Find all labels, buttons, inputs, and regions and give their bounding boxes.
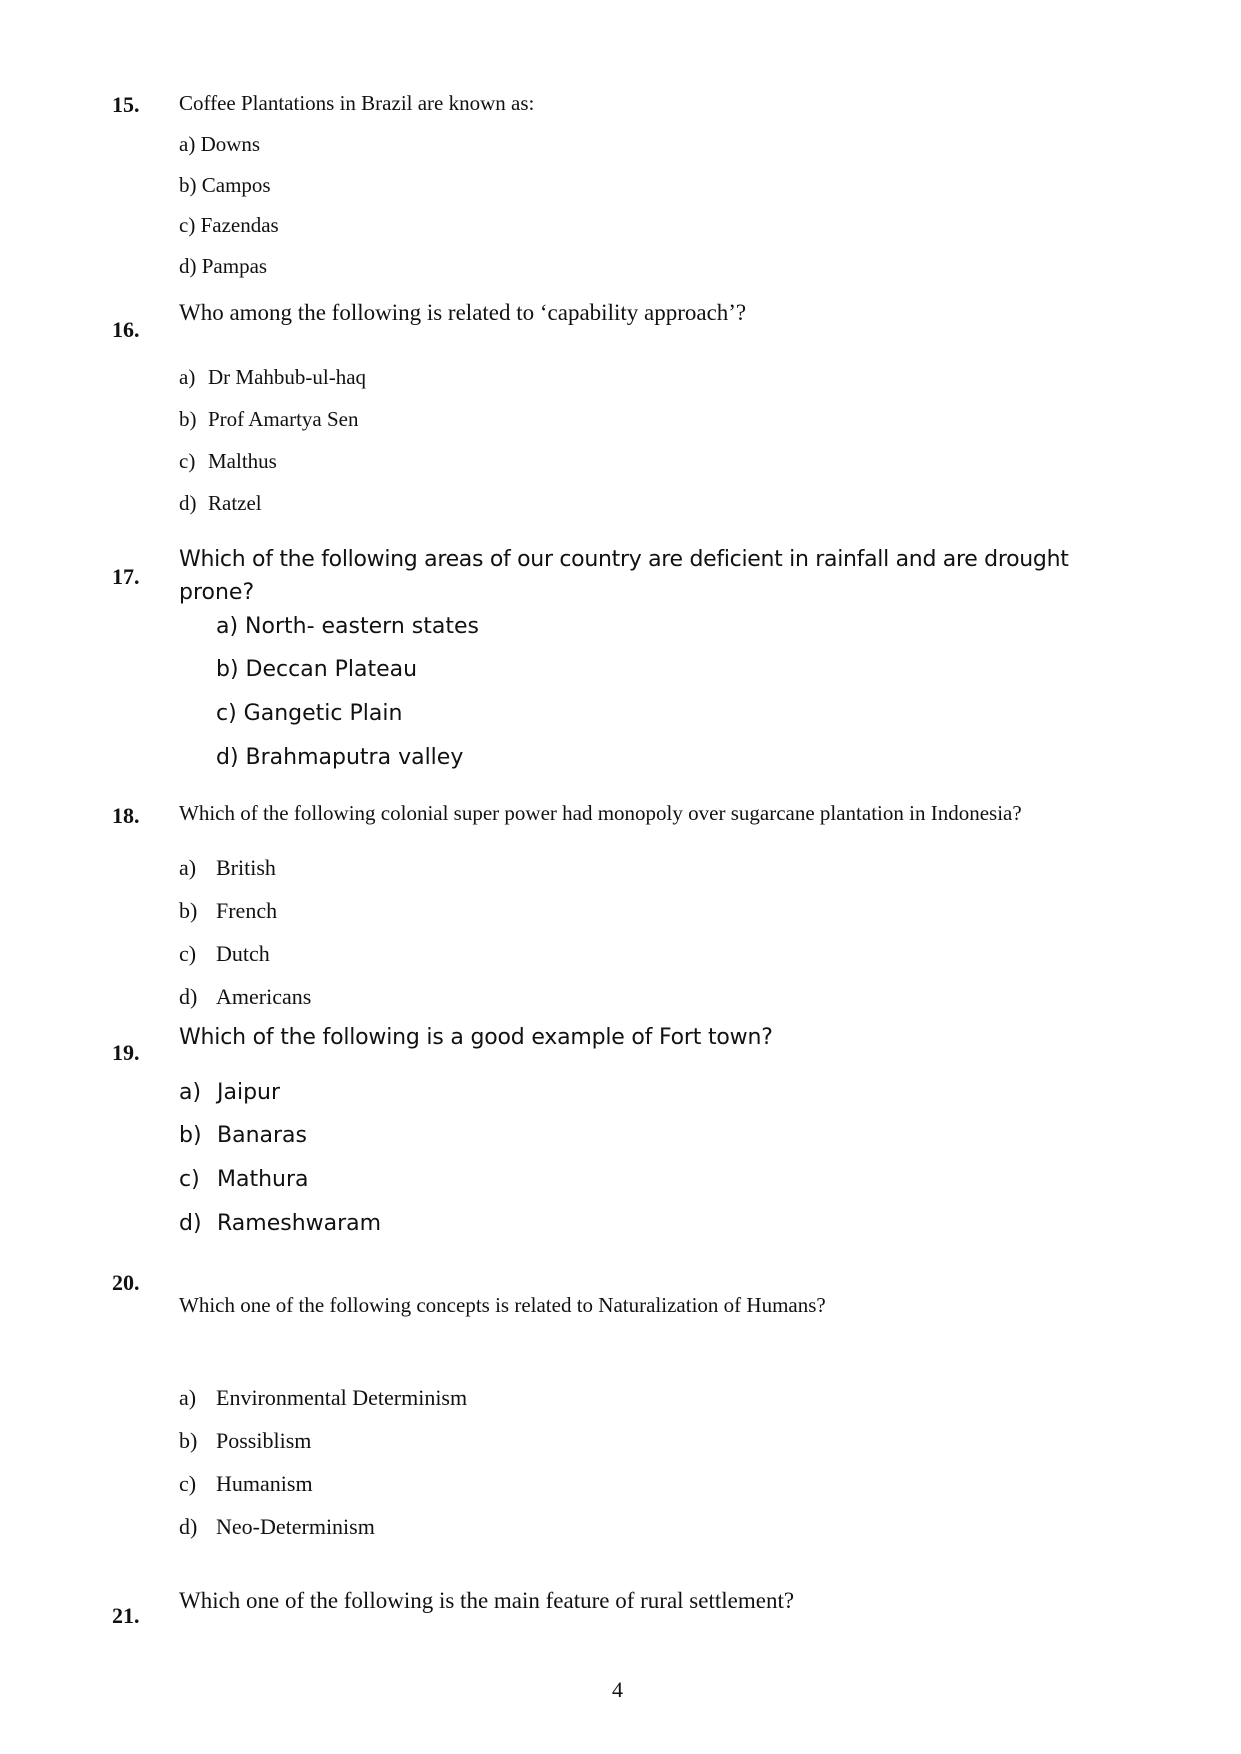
question-text: Coffee Plantations in Brazil are known as:: [179, 91, 535, 115]
option-item: [179, 984, 311, 1010]
option-item: [179, 1123, 307, 1148]
option-text: Pampas: [201, 254, 268, 278]
question-text-continued: prone?: [179, 580, 255, 605]
option-item: [179, 449, 277, 474]
question-number: 16.: [112, 317, 140, 342]
option-item: a) North- eastern states: [216, 614, 479, 639]
option-text: Fazendas: [200, 213, 279, 237]
option-item: [179, 941, 270, 967]
option-item: [179, 1080, 280, 1105]
option-text: French: [216, 898, 278, 923]
option-item: [179, 898, 277, 924]
question-text: Which of the following colonial super power had monopoly over sugarcane plantation in Indonesia?: [179, 801, 1022, 825]
question-text: Which of the following areas of our country are deficient in rainfall and are drought: [179, 547, 1069, 572]
option-text: Campos: [201, 173, 271, 197]
option-text: Environmental Determinism: [216, 1385, 468, 1410]
option-label: b): [179, 407, 197, 431]
option-label: c): [179, 449, 196, 473]
question-text: Who among the following is related to ‘capability approach’?: [179, 300, 747, 325]
option-item: [179, 1211, 381, 1236]
option-text: Downs: [200, 132, 261, 156]
option-item: [179, 365, 366, 390]
option-item: [179, 254, 267, 279]
option-item: b) Deccan Plateau: [216, 657, 418, 682]
option-text: Ratzel: [208, 491, 262, 515]
option-label: d): [179, 1211, 202, 1236]
option-text: Humanism: [216, 1471, 313, 1496]
option-label: a): [179, 1385, 197, 1410]
option-label: d): [179, 491, 197, 515]
option-item: [179, 173, 271, 198]
option-label: a): [179, 855, 197, 880]
option-text: Dr Mahbub-ul-haq: [208, 365, 367, 389]
option-label: c): [179, 941, 197, 966]
question-text: Which one of the following concepts is related to Naturalization of Humans?: [179, 1293, 826, 1317]
option-text: Americans: [216, 984, 312, 1009]
question-text: Which of the following is a good example of Fort town?: [179, 1025, 773, 1050]
option-text: Neo-Determinism: [216, 1514, 375, 1539]
option-label: b): [179, 1123, 202, 1148]
question-number: 19.: [112, 1040, 140, 1065]
option-item: [179, 1385, 467, 1411]
option-label: a): [179, 1080, 202, 1105]
option-item: [179, 491, 262, 516]
option-item: [179, 855, 276, 881]
option-label: d): [179, 1514, 198, 1539]
question-number: 18.: [112, 803, 140, 828]
option-label: c): [179, 1167, 200, 1192]
option-item: [179, 213, 279, 238]
question-number: 20.: [112, 1270, 140, 1295]
option-text: Dutch: [216, 941, 270, 966]
question-number: 21.: [112, 1603, 140, 1628]
option-text: Malthus: [208, 449, 277, 473]
option-label: a): [179, 365, 196, 389]
option-text: Banaras: [217, 1123, 307, 1148]
page-number: 4: [612, 1677, 623, 1702]
option-text: Mathura: [217, 1167, 309, 1192]
option-text: Jaipur: [217, 1080, 281, 1105]
question-number: 15.: [112, 92, 140, 117]
option-label: c): [179, 213, 196, 237]
option-text: Prof Amartya Sen: [208, 407, 359, 431]
option-label: b): [179, 898, 198, 923]
option-label: c): [179, 1471, 197, 1496]
option-item: [179, 1428, 311, 1454]
question-text: Which one of the following is the main feature of rural settlement?: [179, 1588, 795, 1613]
option-item: [179, 1514, 375, 1540]
option-item: [179, 407, 358, 432]
option-item: [179, 1471, 313, 1497]
option-item: [179, 1167, 309, 1192]
option-item: [179, 132, 260, 157]
option-text: Rameshwaram: [217, 1211, 382, 1236]
option-text: Possiblism: [216, 1428, 312, 1453]
question-number: 17.: [112, 564, 140, 589]
option-label: a): [179, 132, 196, 156]
option-label: b): [179, 173, 197, 197]
option-item: c) Gangetic Plain: [216, 701, 403, 726]
option-text: British: [216, 855, 276, 880]
option-label: d): [179, 254, 197, 278]
option-label: b): [179, 1428, 198, 1453]
option-item: d) Brahmaputra valley: [216, 745, 464, 770]
option-label: d): [179, 984, 198, 1009]
